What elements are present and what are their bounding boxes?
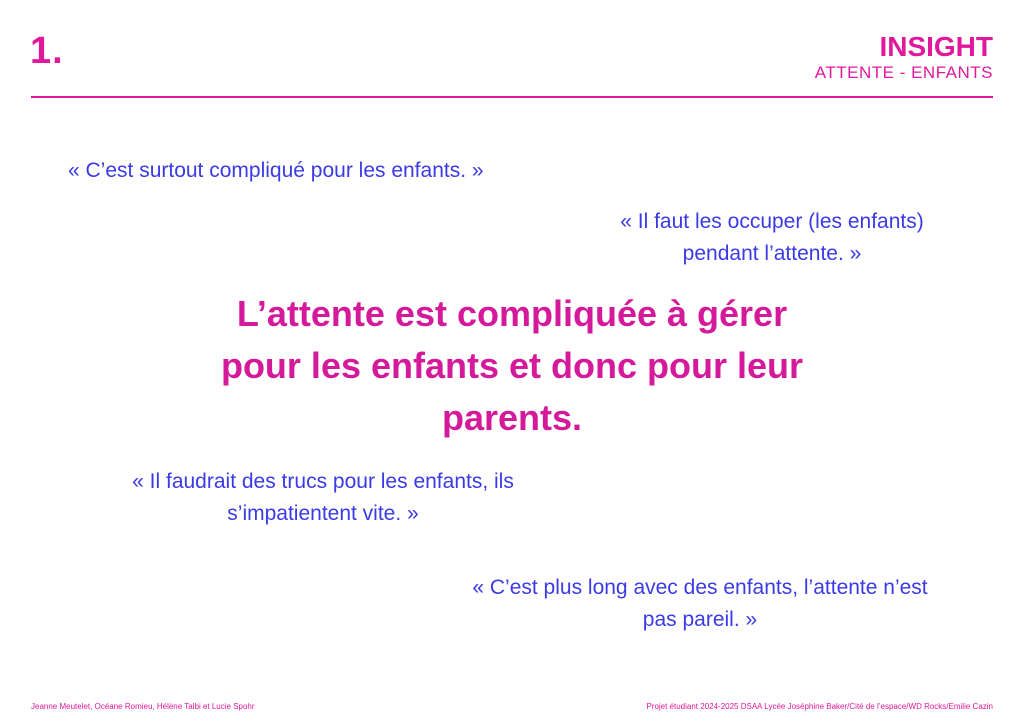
quote-line: s’impatientent vite. »: [227, 502, 419, 525]
quote-line: « Il faut les occuper (les enfants): [620, 210, 924, 233]
quote-4: [415, 572, 985, 636]
quote-line: « Il faudrait des trucs pour les enfants, ils: [132, 470, 514, 493]
header-subtitle: ATTENTE - ENFANTS: [814, 63, 993, 82]
page-number: 1.: [30, 30, 64, 72]
quote-2: [572, 206, 972, 270]
footer-authors: Jeanne Meutelet, Océane Romieu, Hélène Talbi et Lucie Spohr: [31, 702, 255, 711]
header-divider: [31, 96, 993, 98]
insight-statement: [140, 288, 884, 444]
quote-line: pendant l’attente. »: [682, 242, 862, 265]
quote-line: « C’est surtout compliqué pour les enfants. »: [68, 159, 484, 182]
header-title: INSIGHT: [879, 31, 993, 62]
footer-project: Projet étudiant 2024-2025 DSAA Lycée Joséphine Baker/Cité de l’espace/WD Rocks/Emilie Cazin: [646, 702, 993, 711]
insight-line: pour les enfants et donc pour leur: [220, 345, 804, 386]
quote-line: « C’est plus long avec des enfants, l’attente n’est: [472, 576, 928, 599]
quote-1: [68, 155, 484, 187]
insight-line: parents.: [441, 397, 583, 438]
header-block: [815, 32, 993, 83]
insight-line: L’attente est compliquée à gérer: [236, 293, 788, 334]
quote-line: pas pareil. »: [642, 608, 758, 631]
quote-3: [78, 466, 568, 530]
